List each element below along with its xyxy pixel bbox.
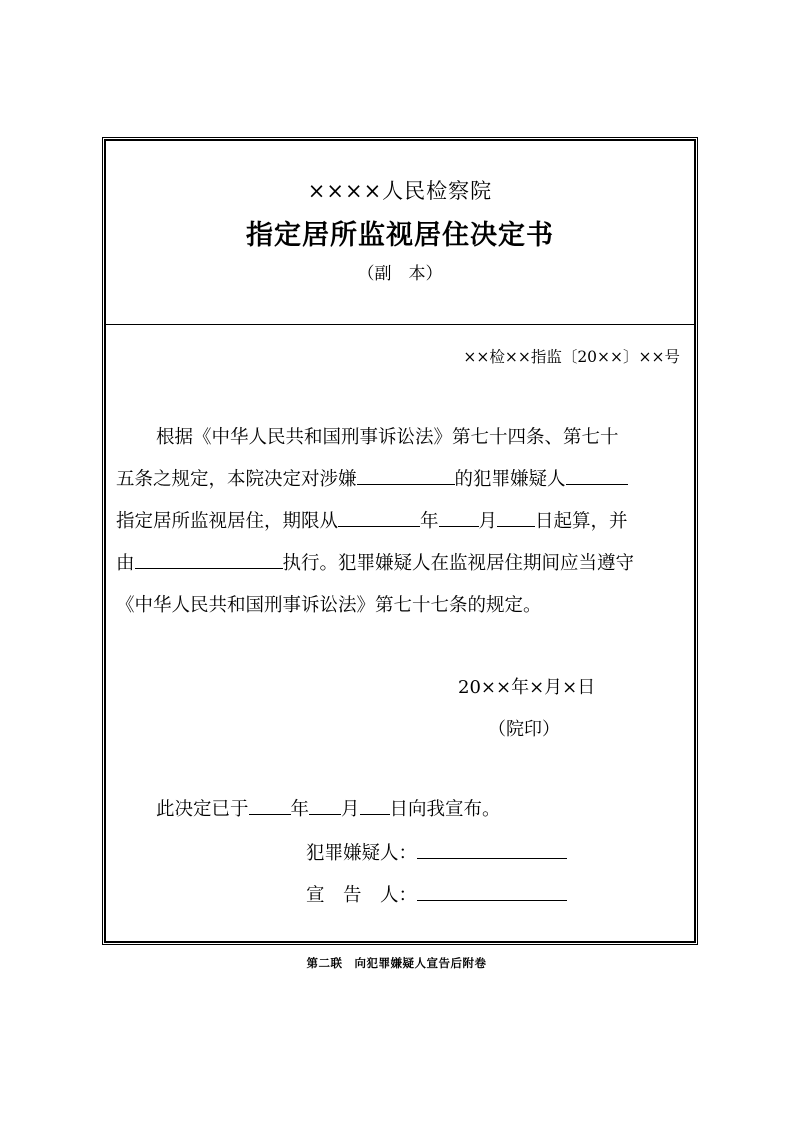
year-label: 年 [420, 511, 439, 532]
suspect-signature-row [306, 839, 567, 865]
copy-footer-note: 第二联 向犯罪嫌疑人宣告后附卷 [306, 956, 487, 970]
announce-text-d: 日向我宣布。 [389, 799, 501, 820]
procuratorate-name: ××××人民检察院 [307, 179, 493, 203]
body-text-3d: 日起算，并 [535, 511, 628, 532]
announcer-signature-row [306, 881, 567, 907]
body-text-4a: 由 [116, 553, 135, 574]
document-header [106, 141, 694, 325]
body-text-3a: 指定居所监视居住，期限从 [116, 511, 339, 532]
announce-month-label: 月 [341, 799, 360, 820]
announce-year-blank[interactable] [249, 795, 291, 815]
announce-month-blank[interactable] [309, 795, 341, 815]
start-month-blank[interactable] [439, 507, 479, 527]
executor-blank[interactable] [135, 549, 283, 569]
announce-year-label: 年 [290, 799, 310, 820]
body-line-3 [116, 501, 691, 543]
suspect-signature-label: 犯罪嫌疑人： [306, 843, 418, 864]
body-line-1 [116, 417, 691, 459]
start-day-blank[interactable] [497, 507, 535, 527]
copy-label: （副 本） [357, 264, 443, 284]
start-year-blank[interactable] [338, 507, 420, 527]
decision-date: 20××年×月×日 [458, 677, 596, 698]
body-text-1: 根据《中华人民共和国刑事诉讼法》第七十四条、第七十 [156, 427, 619, 448]
body-line-2 [116, 459, 691, 501]
announce-day-blank[interactable] [360, 795, 390, 815]
body-text-4b: 执行。犯罪嫌疑人在监视居住期间应当遵守 [282, 553, 635, 574]
decision-body [116, 417, 691, 627]
announcer-signature-label: 宣 告 人： [306, 885, 418, 906]
suspect-signature-line[interactable] [417, 840, 567, 859]
court-seal-label: （院印） [488, 719, 560, 740]
announce-text-a: 此决定已于 [156, 799, 249, 820]
body-text-2a: 五条之规定，本院决定对涉嫌 [116, 469, 357, 490]
document-frame [104, 139, 696, 943]
body-text-2b: 的犯罪嫌疑人 [454, 469, 566, 490]
suspect-name-blank[interactable] [566, 465, 628, 485]
body-line-4 [116, 543, 691, 585]
announcer-signature-line[interactable] [417, 882, 567, 901]
announcement-line [156, 795, 501, 821]
body-text-5: 《中华人民共和国刑事诉讼法》第七十七条的规定。 [116, 595, 542, 616]
body-line-5 [116, 585, 691, 627]
crime-blank[interactable] [357, 465, 455, 485]
document-title: 指定居所监视居住决定书 [246, 220, 554, 251]
month-label: 月 [478, 511, 498, 532]
document-number: ××检××指监〔20××〕××号 [463, 348, 680, 366]
